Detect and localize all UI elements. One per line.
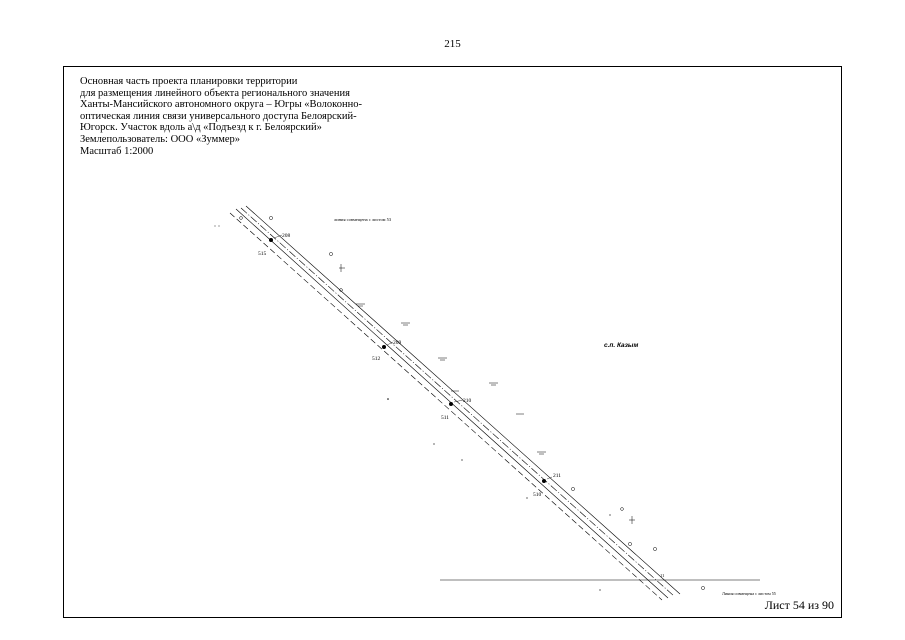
title-line: оптическая линия связи универсального доступа Белоярский- [80, 110, 357, 122]
top-sheet-note: линия совмещена с листом 53 [334, 217, 392, 222]
bottom-sheet-note: Линия совмещена с листом 55 [722, 591, 776, 596]
point-number-upper: 209 [393, 340, 402, 346]
point-number-upper: 208 [282, 233, 291, 239]
title-line: для размещения линейного объекта регионального значения [80, 87, 350, 99]
scale-line: Масштаб 1:2000 [80, 145, 154, 157]
settlement-label: с.п. Казым [604, 342, 639, 349]
title-line: Югорск. Участок вдоль а\д «Подъезд к г. Белоярский» [80, 122, 322, 134]
edge-number: 11 [660, 573, 665, 578]
point-number-lower: 511 [441, 415, 450, 421]
page-number: 215 [444, 38, 461, 50]
point-number-lower: 510 [533, 492, 542, 498]
point-number-upper: 210 [463, 398, 472, 404]
title-line: Основная часть проекта планировки территории [80, 76, 298, 87]
title-line: Ханты-Мансийского автономного округа – Югры «Волоконно- [80, 99, 362, 111]
sheet-number: Лист 54 из 90 [764, 598, 834, 612]
point-number-upper: 211 [553, 473, 562, 479]
point-number-lower: 515 [258, 251, 267, 257]
drawing-frame [63, 66, 842, 618]
title-block [80, 76, 362, 157]
land-user-line: Землепользователь: ООО «Зуммер» [80, 133, 241, 145]
point-number-lower: 512 [372, 356, 381, 362]
